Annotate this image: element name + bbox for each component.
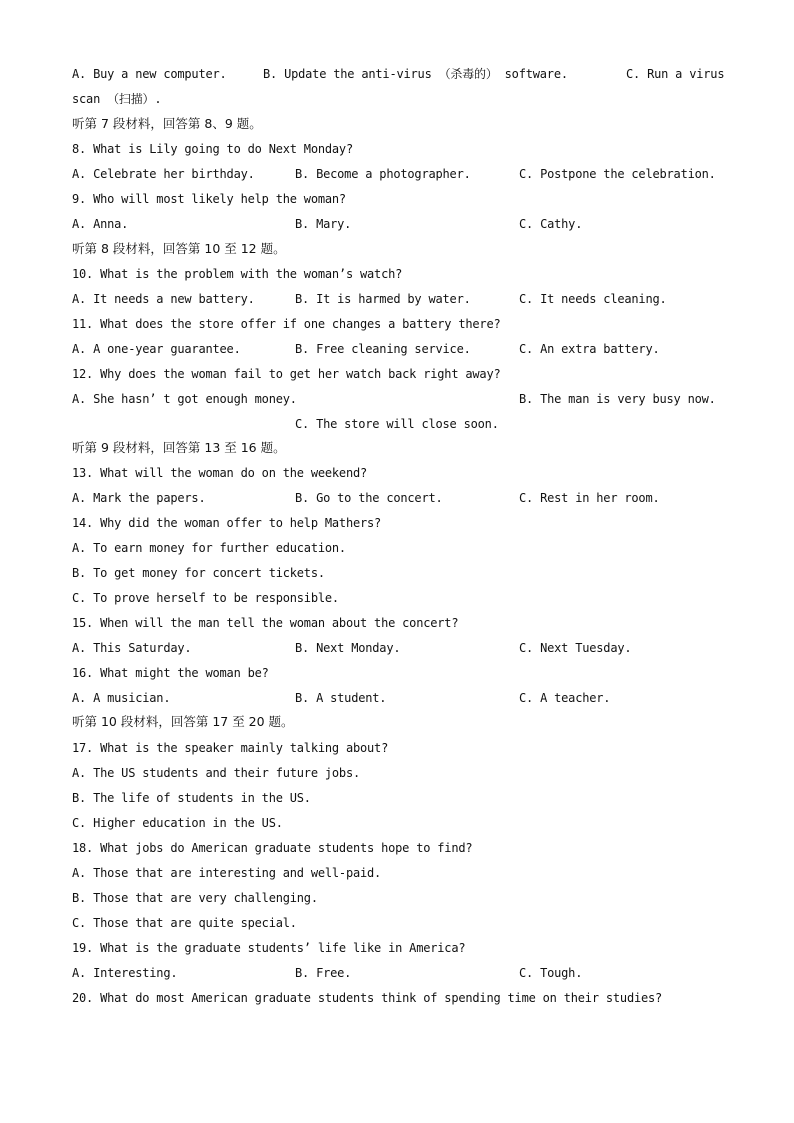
q14-stem: 14. Why did the woman offer to help Mathers?	[72, 516, 382, 530]
q19-option-b: B. Free.	[295, 966, 352, 980]
q13-stem: 13. What will the woman do on the weekend?	[72, 466, 368, 480]
q13-option-c: C. Rest in her room.	[519, 491, 660, 505]
q9-option-c: C. Cathy.	[519, 217, 583, 231]
q12-option-a: A. She hasn’ t got enough money.	[72, 392, 297, 406]
q9-option-a: A. Anna.	[72, 217, 129, 231]
q18-stem: 18. What jobs do American graduate students hope to find?	[72, 841, 473, 855]
q8-option-b: B. Become a photographer.	[295, 167, 471, 181]
q16-option-c: C. A teacher.	[519, 691, 611, 705]
section-7-heading: 听第 7 段材料，回答第 8、9 题。	[72, 116, 262, 131]
q8-option-c: C. Postpone the celebration.	[519, 167, 716, 181]
q9-stem: 9. Who will most likely help the woman?	[72, 192, 346, 206]
q18-option-a: A. Those that are interesting and well-paid.	[72, 866, 382, 880]
q7-option-c-continued: scan （扫描）.	[72, 92, 162, 106]
section-9-heading: 听第 9 段材料，回答第 13 至 16 题。	[72, 440, 286, 455]
q10-option-a: A. It needs a new battery.	[72, 292, 255, 306]
q20-stem: 20. What do most American graduate students think of spending time on their studies?	[72, 991, 663, 1005]
q11-stem: 11. What does the store offer if one changes a battery there?	[72, 317, 501, 331]
q17-stem: 17. What is the speaker mainly talking about?	[72, 741, 389, 755]
q14-option-c: C. To prove herself to be responsible.	[72, 591, 339, 605]
q11-option-b: B. Free cleaning service.	[295, 342, 471, 356]
q11-option-c: C. An extra battery.	[519, 342, 660, 356]
q12-option-b: B. The man is very busy now.	[519, 392, 716, 406]
q14-option-a: A. To earn money for further education.	[72, 541, 346, 555]
q10-option-c: C. It needs cleaning.	[519, 292, 667, 306]
q8-option-a: A. Celebrate her birthday.	[72, 167, 255, 181]
section-8-heading: 听第 8 段材料，回答第 10 至 12 题。	[72, 241, 286, 256]
q15-option-a: A. This Saturday.	[72, 641, 192, 655]
q17-option-c: C. Higher education in the US.	[72, 816, 283, 830]
q18-option-b: B. Those that are very challenging.	[72, 891, 318, 905]
q15-option-c: C. Next Tuesday.	[519, 641, 632, 655]
q8-stem: 8. What is Lily going to do Next Monday?	[72, 142, 353, 156]
section-10-heading: 听第 10 段材料，回答第 17 至 20 题。	[72, 714, 294, 729]
q9-option-b: B. Mary.	[295, 217, 352, 231]
q11-option-a: A. A one-year guarantee.	[72, 342, 241, 356]
q13-option-a: A. Mark the papers.	[72, 491, 206, 505]
q15-option-b: B. Next Monday.	[295, 641, 401, 655]
q17-option-b: B. The life of students in the US.	[72, 791, 311, 805]
q7-option-c: C. Run a virus	[626, 67, 725, 81]
q14-option-b: B. To get money for concert tickets.	[72, 566, 325, 580]
q17-option-a: A. The US students and their future jobs.	[72, 766, 361, 780]
q12-option-c: C. The store will close soon.	[295, 417, 499, 431]
q16-option-b: B. A student.	[295, 691, 387, 705]
q18-option-c: C. Those that are quite special.	[72, 916, 297, 930]
q10-option-b: B. It is harmed by water.	[295, 292, 471, 306]
q13-option-b: B. Go to the concert.	[295, 491, 443, 505]
q12-stem: 12. Why does the woman fail to get her watch back right away?	[72, 367, 501, 381]
q19-stem: 19. What is the graduate students’ life like in America?	[72, 941, 466, 955]
q19-option-c: C. Tough.	[519, 966, 583, 980]
q15-stem: 15. When will the man tell the woman about the concert?	[72, 616, 459, 630]
q7-option-b: B. Update the anti-virus （杀毒的） software.	[263, 67, 568, 81]
q16-stem: 16. What might the woman be?	[72, 666, 269, 680]
q10-stem: 10. What is the problem with the woman’s watch?	[72, 267, 403, 281]
q16-option-a: A. A musician.	[72, 691, 171, 705]
q19-option-a: A. Interesting.	[72, 966, 178, 980]
q7-option-a: A. Buy a new computer.	[72, 67, 227, 81]
